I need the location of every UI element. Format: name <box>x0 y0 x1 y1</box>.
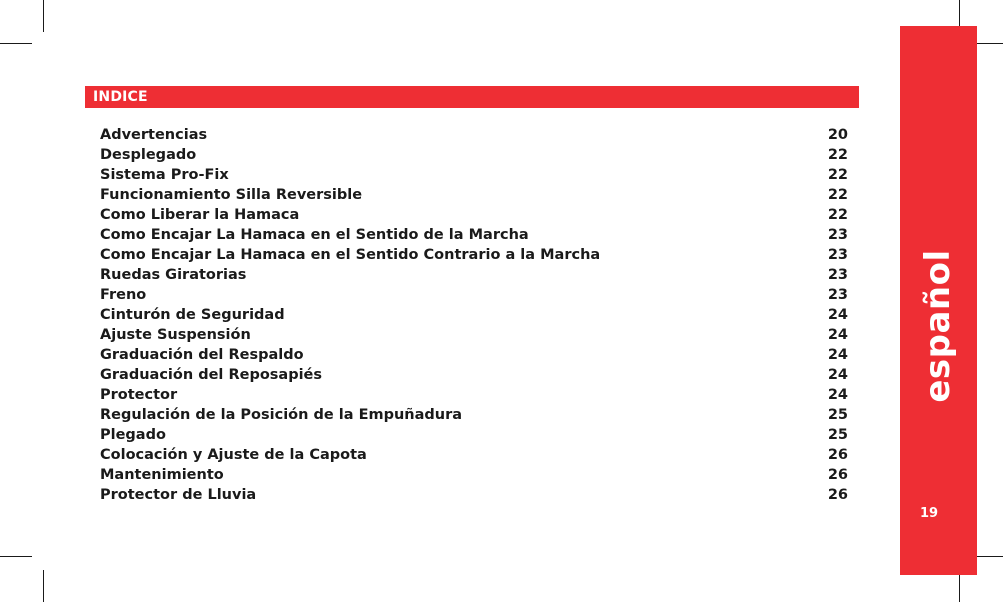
toc-entry-title: Protector de Lluvia <box>100 487 257 503</box>
crop-mark <box>0 43 32 44</box>
toc-entry-title: Colocación y Ajuste de la Capota <box>100 447 367 463</box>
toc-entry <box>100 125 848 145</box>
toc-entry <box>100 445 848 465</box>
toc-entry-title: Como Encajar La Hamaca en el Sentido de la Marcha <box>100 227 529 243</box>
toc-entry-title: Como Encajar La Hamaca en el Sentido Contrario a la Marcha <box>100 247 601 263</box>
toc-entry-title: Ajuste Suspensión <box>100 327 251 343</box>
toc-entry <box>100 265 848 285</box>
toc-entry-page: 23 <box>827 267 848 283</box>
toc-entry-page: 25 <box>827 427 848 443</box>
toc-entry-page: 26 <box>827 447 848 463</box>
page-number: 19 <box>919 506 939 521</box>
toc-entry <box>100 245 848 265</box>
toc-entry-page: 25 <box>827 407 848 423</box>
crop-mark <box>43 0 44 32</box>
toc-entry-page: 22 <box>827 147 848 163</box>
language-side-tab <box>900 26 977 575</box>
toc-entry-title: Mantenimiento <box>100 467 224 483</box>
toc-entry-page: 20 <box>827 127 848 143</box>
toc-entry <box>100 345 848 365</box>
section-title: INDICE <box>93 89 148 105</box>
table-of-contents <box>100 125 848 505</box>
crop-mark <box>0 556 32 557</box>
toc-entry-page: 23 <box>827 287 848 303</box>
toc-entry <box>100 285 848 305</box>
toc-entry-page: 22 <box>827 207 848 223</box>
toc-entry-title: Graduación del Reposapiés <box>100 367 323 383</box>
toc-entry <box>100 185 848 205</box>
toc-entry-title: Advertencias <box>100 127 208 143</box>
toc-entry-page: 24 <box>827 367 848 383</box>
section-header-bar <box>85 86 859 108</box>
toc-entry-page: 26 <box>827 467 848 483</box>
toc-entry <box>100 205 848 225</box>
toc-entry-page: 24 <box>827 347 848 363</box>
crop-mark <box>43 570 44 602</box>
toc-entry-title: Funcionamiento Silla Reversible <box>100 187 363 203</box>
toc-entry-page: 22 <box>827 167 848 183</box>
toc-entry-page: 24 <box>827 387 848 403</box>
toc-entry-page: 23 <box>827 227 848 243</box>
toc-entry-title: Plegado <box>100 427 166 443</box>
toc-entry <box>100 485 848 505</box>
toc-entry <box>100 365 848 385</box>
toc-entry <box>100 225 848 245</box>
toc-entry-page: 24 <box>827 307 848 323</box>
toc-entry-title: Desplegado <box>100 147 197 163</box>
toc-entry-page: 26 <box>827 487 848 503</box>
toc-entry-title: Ruedas Giratorias <box>100 267 247 283</box>
language-label: español <box>918 249 958 403</box>
toc-entry-page: 23 <box>827 247 848 263</box>
toc-entry <box>100 325 848 345</box>
toc-entry <box>100 465 848 485</box>
toc-entry-title: Como Liberar la Hamaca <box>100 207 300 223</box>
toc-entry-title: Graduación del Respaldo <box>100 347 304 363</box>
toc-entry <box>100 165 848 185</box>
toc-entry-title: Protector <box>100 387 178 403</box>
toc-entry <box>100 425 848 445</box>
toc-entry <box>100 305 848 325</box>
toc-entry-page: 24 <box>827 327 848 343</box>
toc-entry-page: 22 <box>827 187 848 203</box>
toc-entry-title: Freno <box>100 287 147 303</box>
toc-entry <box>100 385 848 405</box>
toc-entry <box>100 405 848 425</box>
toc-entry-title: Cinturón de Seguridad <box>100 307 285 323</box>
toc-entry-title: Regulación de la Posición de la Empuñadura <box>100 407 463 423</box>
toc-entry <box>100 145 848 165</box>
toc-entry-title: Sistema Pro-Fix <box>100 167 229 183</box>
